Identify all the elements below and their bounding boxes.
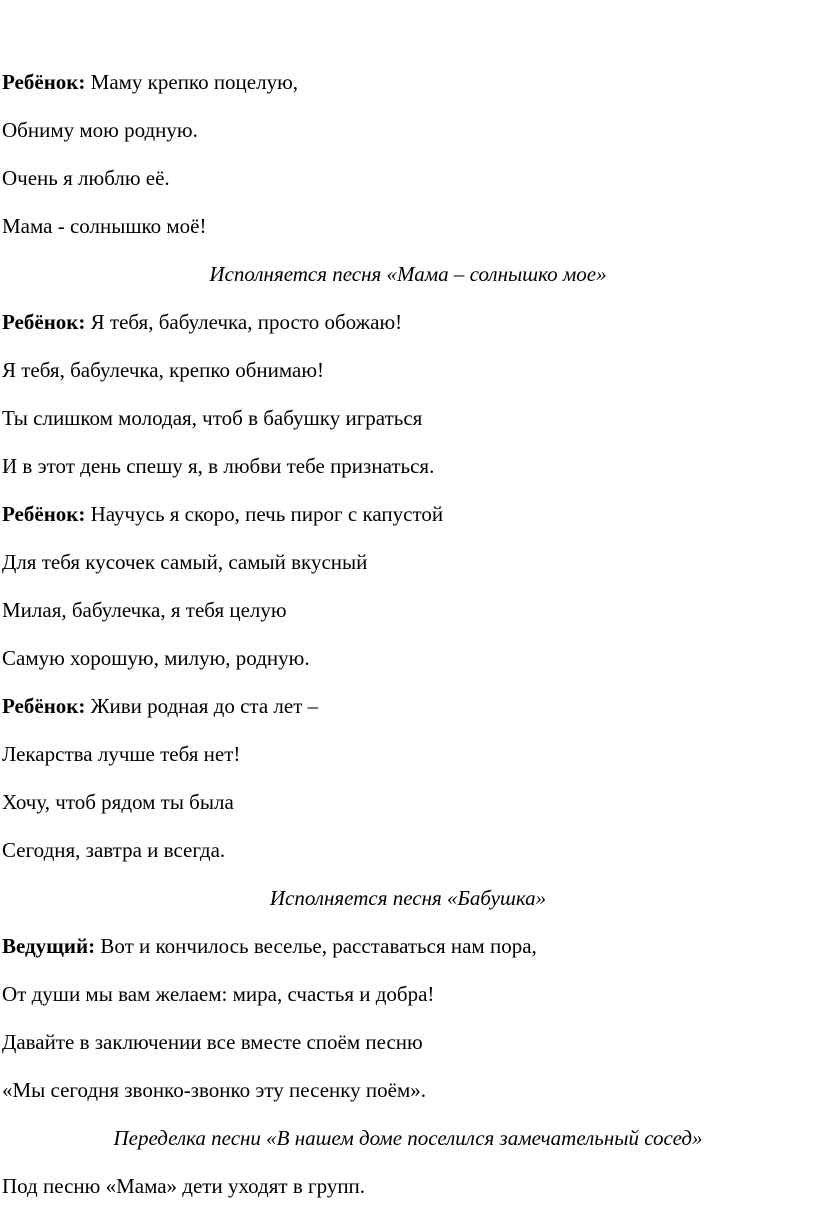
text-line bbox=[2, 838, 225, 862]
line-text: Ты слишком молодая, чтоб в бабушку играться bbox=[2, 406, 423, 430]
line-text: Давайте в заключении все вместе споём песню bbox=[2, 1030, 423, 1054]
text-line bbox=[2, 406, 422, 430]
speaker-label: Ребёнок: bbox=[2, 310, 86, 334]
line-text: Вот и кончилось веселье, расставаться нам пора, bbox=[95, 934, 537, 958]
line-text: Милая, бабулечка, я тебя целую bbox=[2, 598, 287, 622]
speaker-label: Ведущий: bbox=[2, 934, 96, 958]
text-line bbox=[2, 310, 402, 334]
text-line bbox=[2, 790, 234, 814]
text-line bbox=[2, 454, 434, 478]
line-text: Маму крепко поцелую, bbox=[85, 70, 299, 94]
speaker-label: Ребёнок: bbox=[2, 70, 86, 94]
line-text: «Мы сегодня звонко-звонко эту песенку поём». bbox=[2, 1078, 427, 1102]
line-text: Я тебя, бабулечка, крепко обнимаю! bbox=[2, 358, 325, 382]
text-line bbox=[2, 982, 434, 1006]
line-text: Живи родная до ста лет – bbox=[85, 694, 319, 718]
text-line bbox=[2, 1174, 365, 1198]
line-text: Хочу, чтоб рядом ты была bbox=[2, 790, 234, 814]
text-line bbox=[2, 358, 324, 382]
line-text: Переделка песни «В нашем доме поселился замечательный сосед» bbox=[113, 1126, 703, 1150]
text-line bbox=[2, 502, 443, 526]
line-text: Обниму мою родную. bbox=[2, 118, 198, 142]
line-text: Исполняется песня «Бабушка» bbox=[269, 886, 547, 910]
speaker-label: Ребёнок: bbox=[2, 502, 86, 526]
text-line bbox=[2, 214, 206, 238]
text-line bbox=[2, 118, 198, 142]
song-heading bbox=[0, 262, 816, 286]
text-line bbox=[2, 1078, 426, 1102]
line-text: Под песню «Мама» дети уходят в групп. bbox=[2, 1174, 366, 1198]
line-text: Для тебя кусочек самый, самый вкусный bbox=[2, 550, 368, 574]
line-text: Самую хорошую, милую, родную. bbox=[2, 646, 310, 670]
text-line bbox=[2, 934, 537, 958]
text-line bbox=[2, 550, 367, 574]
line-text: Лекарства лучше тебя нет! bbox=[2, 742, 241, 766]
line-text: Исполняется песня «Мама – солнышко мое» bbox=[209, 262, 607, 286]
text-line bbox=[2, 70, 298, 94]
line-text: Я тебя, бабулечка, просто обожаю! bbox=[85, 310, 403, 334]
text-line bbox=[2, 598, 287, 622]
speaker-label: Ребёнок: bbox=[2, 694, 86, 718]
line-text: Сегодня, завтра и всегда. bbox=[2, 838, 226, 862]
line-text: Очень я люблю её. bbox=[2, 166, 170, 190]
line-text: Мама - солнышко моё! bbox=[2, 214, 207, 238]
line-text: Научусь я скоро, печь пирог с капустой bbox=[85, 502, 444, 526]
text-line bbox=[2, 1030, 423, 1054]
text-line bbox=[2, 166, 170, 190]
text-line bbox=[2, 742, 240, 766]
line-text: От души мы вам желаем: мира, счастья и добра! bbox=[2, 982, 435, 1006]
song-heading bbox=[0, 886, 816, 910]
song-heading bbox=[0, 1126, 816, 1150]
text-line bbox=[2, 694, 318, 718]
text-line bbox=[2, 646, 310, 670]
line-text: И в этот день спешу я, в любви тебе признаться. bbox=[2, 454, 435, 478]
